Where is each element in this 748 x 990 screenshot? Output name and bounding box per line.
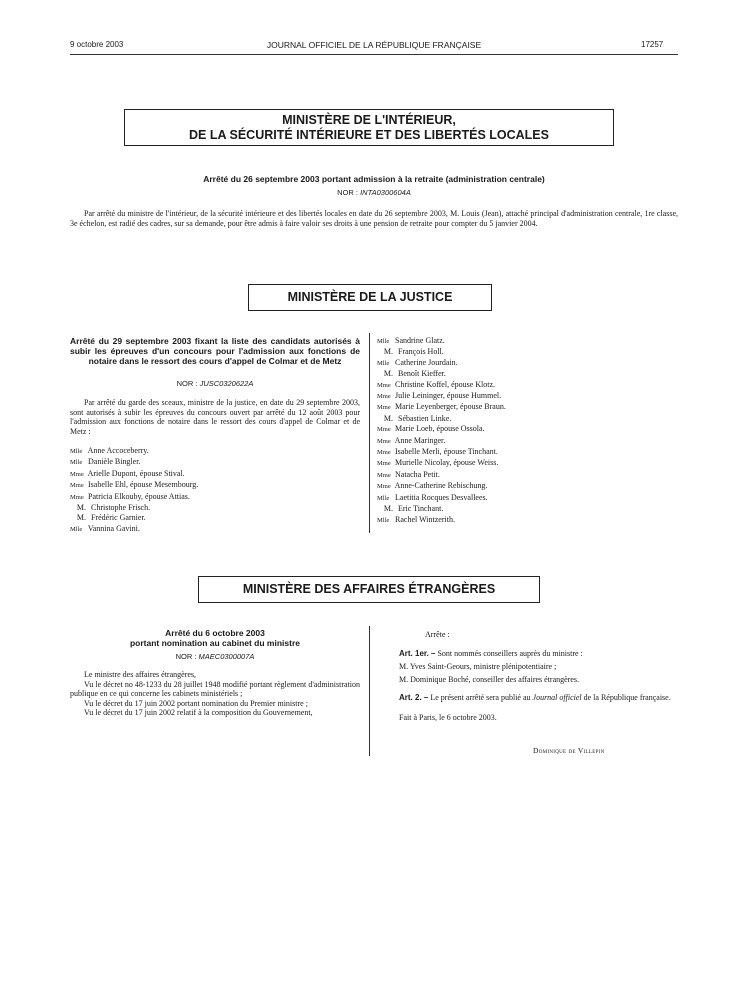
candidate-item <box>377 402 506 413</box>
candidate-item <box>377 515 506 526</box>
arrete-title-cabinet <box>70 628 360 648</box>
candidate-title: Mme <box>70 482 84 490</box>
article-2 <box>385 693 678 703</box>
candidate-name: Christine Koffel, épouse Klotz. <box>395 379 496 389</box>
candidate-item <box>377 470 506 481</box>
candidate-title: Mlle <box>377 338 390 345</box>
candidate-title: Mlle <box>70 525 83 533</box>
ministry-title-line2: DE LA SÉCURITÉ INTÉRIEURE ET DES LIBERTÉS LOCALES <box>189 128 549 142</box>
nominee-1: M. Yves Saint-Geours, ministre plénipotentiaire ; <box>399 662 557 672</box>
candidate-item <box>377 380 506 391</box>
candidate-name: Benoît Kieffer. <box>398 369 446 379</box>
column-divider <box>369 333 370 533</box>
candidate-name: François Holl. <box>398 347 444 357</box>
candidate-title: Mlle <box>70 448 83 455</box>
candidate-title: Mme <box>70 470 84 478</box>
candidate-item <box>377 436 506 447</box>
arrete-title-retraite: Arrêté du 26 septembre 2003 portant admission à la retraite (administration centrale) <box>203 174 545 184</box>
candidate-name: Marie Leyenberger, épouse Braun. <box>395 402 506 412</box>
candidate-name: Murielle Nicolay, épouse Weiss. <box>395 458 499 468</box>
visas-block <box>70 670 360 718</box>
nor-label: NOR : <box>175 652 197 661</box>
candidate-title: M. <box>76 503 86 513</box>
article-2-label: Art. 2. – <box>399 693 429 703</box>
candidate-item <box>70 480 198 491</box>
header-date: 9 octobre 2003 <box>70 40 124 49</box>
candidate-name: Isabelle Merli, épouse Tinchant. <box>395 447 498 457</box>
candidate-title: M. <box>383 504 393 514</box>
title-line2: portant nomination au cabinet du ministre <box>129 638 300 648</box>
article-1-text: Sont nommés conseillers auprès du ministre : <box>437 648 583 658</box>
candidate-item <box>70 457 198 468</box>
arrete-body-notaire <box>70 398 360 436</box>
candidate-title: Mme <box>377 393 391 401</box>
candidate-name: Anne Accoceberry. <box>87 446 149 455</box>
signature: Dominique de Villepin <box>533 746 605 755</box>
candidate-title: Mme <box>377 404 391 412</box>
candidate-name: Catherine Jourdain. <box>395 357 458 367</box>
column-divider <box>369 626 370 756</box>
candidate-item <box>377 493 506 504</box>
candidate-title: Mme <box>70 493 84 501</box>
candidate-name: Marie Loeb, épouse Ossola. <box>395 424 485 434</box>
candidate-item <box>70 503 198 513</box>
ministry-box-justice: MINISTÈRE DE LA JUSTICE <box>248 284 492 311</box>
candidate-name: Anne-Catherine Rebischung. <box>394 481 488 491</box>
nor-label: NOR : <box>176 379 198 388</box>
candidate-title: Mme <box>377 471 391 479</box>
vu-decret-premier-ministre: Vu le décret du 17 juin 2002 portant nomination du Premier ministre ; <box>84 698 308 708</box>
candidate-item <box>70 469 198 480</box>
candidate-name: Vannina Gavini. <box>87 523 140 533</box>
candidate-item <box>377 336 506 347</box>
candidate-title: Mlle <box>70 459 83 467</box>
nor-code: MAEC0300007A <box>198 652 255 661</box>
title-line1: Arrêté du 6 octobre 2003 <box>165 628 265 638</box>
candidate-name: Julie Leininger, épouse Hummel. <box>395 391 502 401</box>
ministry-box-interieur <box>124 109 614 146</box>
arrete-title-notaire: Arrêté du 29 septembre 2003 fixant la liste des candidats autorisés à subir les épreuves d'un concours pour l'admission aux fonctions de notaire dans le ressort des cours d'appel de Colmar et de Metz <box>70 336 360 366</box>
candidate-item <box>377 424 506 435</box>
candidate-item <box>377 414 506 424</box>
candidate-title: M. <box>383 413 393 423</box>
arrete-body-retraite <box>70 209 678 228</box>
nor-reference-justice <box>70 379 360 388</box>
dispositif-block <box>385 630 678 723</box>
header-journal-title: JOURNAL OFFICIEL DE LA RÉPUBLIQUE FRANÇAISE <box>266 40 482 50</box>
candidate-title: Mme <box>377 460 391 468</box>
body-text: Par arrêté du garde des sceaux, ministre de la justice, en date du 29 septembre 2003, sont autorisés à subir les épreuves du concours ouvert par arrêté du 12 août 2003 pour l'admission aux fonctions de notaire dans le ressort des cours d'appel de Colmar et de Metz : <box>70 398 360 436</box>
candidate-item <box>70 513 198 523</box>
article-1 <box>385 649 678 659</box>
vu-decret-1948: Vu le décret no 48-1233 du 28 juillet 1948 modifié portant règlement d'administration publique en ce qui concerne les cabinets ministériels ; <box>70 679 360 699</box>
nor-code: INTA0300604A <box>360 188 411 197</box>
candidate-item <box>377 447 506 458</box>
candidate-list-left <box>70 446 198 535</box>
candidate-item <box>377 369 506 379</box>
candidate-title: Mme <box>377 437 391 445</box>
candidate-item <box>70 492 198 503</box>
candidate-title: M. <box>76 513 86 523</box>
candidate-item <box>377 481 506 492</box>
intro-text: Le ministre des affaires étrangères, <box>84 670 197 679</box>
article-2-text-b: de la République française. <box>583 693 671 703</box>
nor-reference-affaires <box>70 652 360 661</box>
nor-label: NOR : <box>337 188 358 197</box>
candidate-name: Patricia Elkouby, épouse Attias. <box>88 491 190 501</box>
candidate-title: M. <box>383 369 393 379</box>
candidate-name: Danièle Bingler. <box>88 457 141 467</box>
article-2-text-a: Le présent arrêté sera publié au <box>430 693 531 703</box>
candidate-name: Isabelle Ehl, épouse Mesembourg. <box>88 480 199 490</box>
candidate-name: Frédéric Garnier. <box>91 513 146 523</box>
vu-decret-gouvernement: Vu le décret du 17 juin 2002 relatif à la composition du Gouvernement, <box>84 708 313 718</box>
candidate-item <box>70 446 198 457</box>
fait-a-paris: Fait à Paris, le 6 octobre 2003. <box>399 712 497 722</box>
candidate-title: Mme <box>377 381 391 389</box>
candidate-item <box>377 391 506 402</box>
candidate-name: Christophe Frisch. <box>91 503 151 513</box>
article-1-label: Art. 1er. – <box>399 648 436 658</box>
header-rule <box>70 54 678 55</box>
candidate-name: Anne Maringer. <box>394 435 446 445</box>
candidate-item <box>377 458 506 469</box>
candidate-title: Mme <box>377 426 391 434</box>
candidate-name: Natacha Petit. <box>395 469 440 479</box>
candidate-item <box>377 347 506 357</box>
ministry-title-line1: MINISTÈRE DE L'INTÉRIEUR, <box>282 113 456 127</box>
candidate-item <box>377 358 506 369</box>
nominee-2: M. Dominique Boché, conseiller des affaires étrangères. <box>399 674 580 684</box>
candidate-name: Laetitia Rocques Desvallees. <box>395 492 488 502</box>
candidate-name: Sébastien Linke. <box>398 413 452 423</box>
arrete-word: Arrête : <box>425 630 450 639</box>
header-page-number: 17257 <box>641 40 664 49</box>
nor-code: JUSC0320622A <box>199 379 254 388</box>
candidate-list-right <box>377 336 506 526</box>
candidate-item <box>70 524 198 535</box>
candidate-item <box>377 504 506 514</box>
candidate-name: Arielle Dupont, épouse Stival. <box>87 468 185 478</box>
candidate-name: Sandrine Glatz. <box>395 336 445 345</box>
candidate-title: Mme <box>377 449 391 457</box>
candidate-title: M. <box>383 347 393 357</box>
ministry-box-affaires-etrangeres: MINISTÈRE DES AFFAIRES ÉTRANGÈRES <box>198 576 540 603</box>
candidate-title: Mlle <box>377 516 390 524</box>
candidate-title: Mlle <box>377 359 390 367</box>
candidate-title: Mlle <box>377 494 390 502</box>
body-text: Par arrêté du ministre de l'intérieur, de la sécurité intérieure et des libertés locales en date du 26 septembre 2003, M. Louis (Jean), attaché principal d'administration centrale, 1re classe, 3e échelon, est radié des cadres, sur sa demande, pour être admis à faire valoir ses droits à une pension de retraite pour compter du 5 janvier 2004. <box>70 209 678 228</box>
journal-officiel-italic: Journal officiel <box>532 693 582 703</box>
candidate-title: Mme <box>377 483 391 491</box>
nor-reference-interieur <box>100 188 648 197</box>
candidate-name: Rachel Wintzerith. <box>395 514 455 524</box>
candidate-name: Eric Tinchant. <box>398 504 444 514</box>
